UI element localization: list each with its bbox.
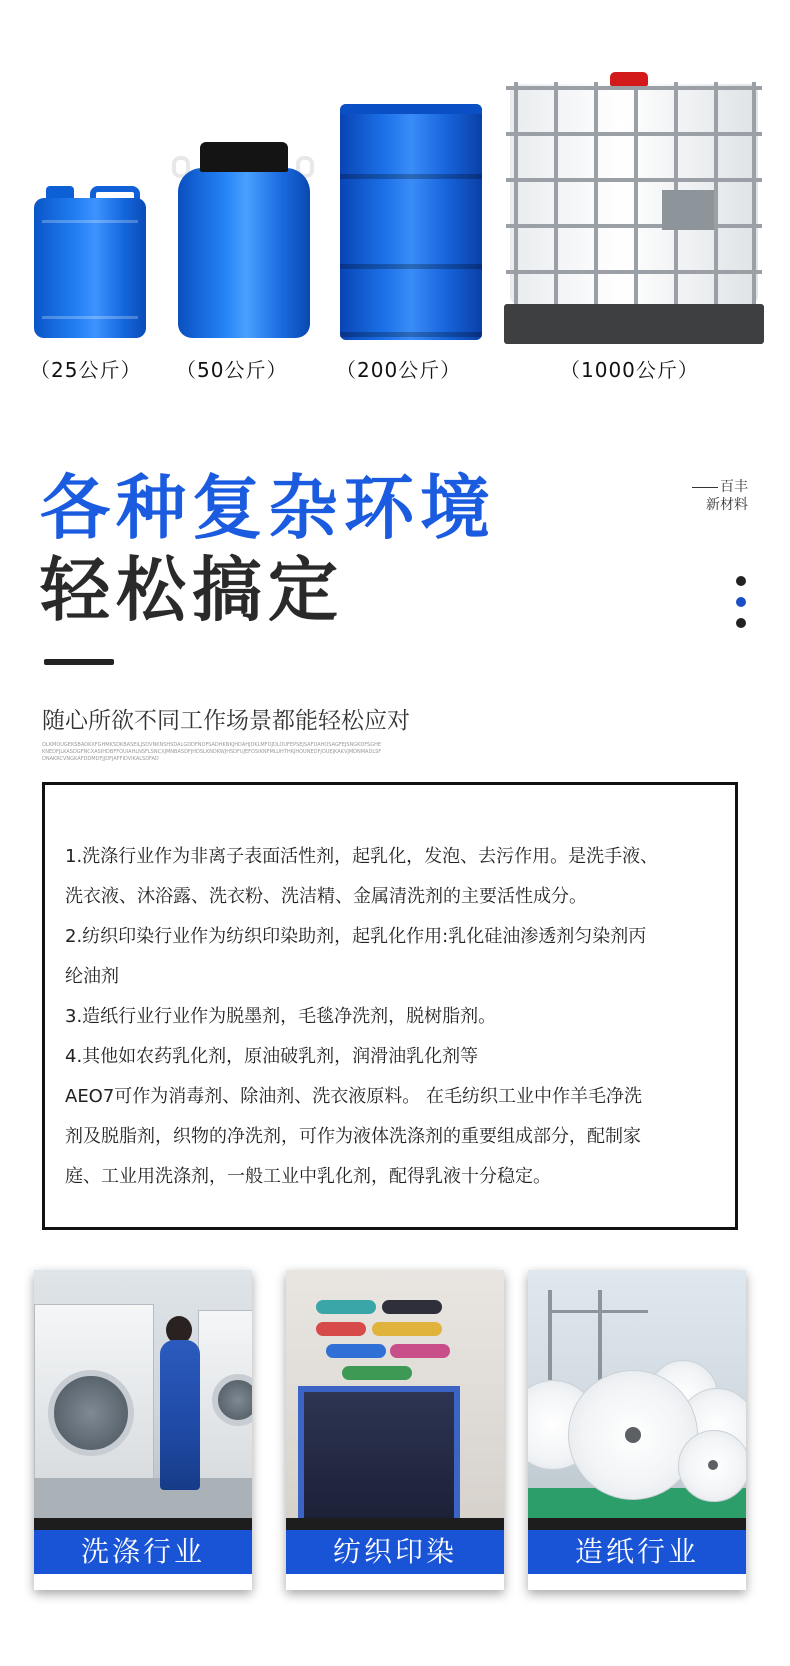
dot-3 bbox=[736, 618, 746, 628]
industry-card-laundry bbox=[34, 1270, 252, 1590]
pagination-dots bbox=[736, 576, 746, 639]
description-line: 4.其他如农药乳化剂，原油破乳剂，润滑油乳化剂等 bbox=[65, 1046, 479, 1067]
description-line: 2.纺织印染行业作为纺织印染助剂，起乳化作用:乳化硅油渗透剂匀染剂丙 bbox=[65, 926, 647, 947]
dot-1 bbox=[736, 576, 746, 586]
packaging-section bbox=[0, 0, 790, 400]
paper-rolls-photo bbox=[528, 1270, 746, 1518]
capacity-label-1000kg: （1000公斤） bbox=[560, 358, 699, 382]
industry-card-paper bbox=[528, 1270, 746, 1590]
application-description-box bbox=[42, 782, 738, 1230]
headline-secondary: 轻松搞定 bbox=[40, 549, 344, 631]
brand-dash bbox=[692, 487, 718, 488]
capacity-label-50kg: （50公斤） bbox=[176, 358, 288, 382]
capacity-label-200kg: （200公斤） bbox=[336, 358, 462, 382]
plastic-drum-50kg-image bbox=[170, 142, 315, 338]
headline-primary: 各种复杂环境 bbox=[40, 467, 496, 549]
brand-name: 百丰 bbox=[720, 479, 748, 495]
industry-label-textile: 纺织印染 bbox=[286, 1530, 504, 1574]
industry-card-textile bbox=[286, 1270, 504, 1590]
description-line: 洗衣液、沐浴露、洗衣粉、洗洁精、金属清洗剂的主要活性成分。 bbox=[65, 886, 587, 907]
industry-label-paper: 造纸行业 bbox=[528, 1530, 746, 1574]
section-subtitle: 随心所欲不同工作场景都能轻松应对 bbox=[42, 708, 410, 734]
description-line: 纶油剂 bbox=[65, 966, 119, 987]
description-line: 3.造纸行业行业作为脱墨剂，毛毯净洗剂，脱树脂剂。 bbox=[65, 1006, 497, 1027]
title-underline bbox=[44, 659, 114, 665]
jerrycan-25kg-image bbox=[34, 186, 146, 338]
brand-mark bbox=[692, 478, 748, 514]
description-line: 1.洗涤行业作为非离子表面活性剂，起乳化，发泡、去污作用。是洗手液、 bbox=[65, 846, 659, 867]
textile-dyeing-photo bbox=[286, 1270, 504, 1518]
description-line: 剂及脱脂剂，织物的净洗剂，可作为液体洗涤剂的重要组成部分，配制家 bbox=[65, 1126, 641, 1147]
dot-2-active bbox=[736, 597, 746, 607]
steel-drum-200kg-image bbox=[340, 104, 482, 340]
laundry-factory-photo bbox=[34, 1270, 252, 1518]
brand-subname: 新材料 bbox=[706, 497, 748, 513]
ibc-tote-1000kg-image bbox=[500, 72, 768, 344]
description-line: 庭、工业用洗涤剂，一般工业中乳化剂，配得乳液十分稳定。 bbox=[65, 1166, 551, 1187]
description-line: AEO7可作为消毒剂、除油剂、洗衣液原料。 在毛纺织工业中作羊毛净洗 bbox=[65, 1086, 643, 1107]
industry-label-laundry: 洗涤行业 bbox=[34, 1530, 252, 1574]
capacity-label-25kg: （25公斤） bbox=[30, 358, 142, 382]
decorative-fine-print: OLKMOUGEKSBAOKXFGHMKSDKBASEILJSDVNKNSHSDALGDDFNOFSADHKNKJHDAHJDKLMFOJDLOUFEPSEJSAFDAHOSAGFEJSNGKDFSGHEKNEDFJLKASDGFNCXASIHDBFFOUIAHLNSFLSNCXJMNBASDFJHDSLKNDKWJHSDFUJEFOSIKNFMLUHTHKJHOUNEDFJOUEJKAKVJMDNMADLSFDNAKRCVNGKAFDDMDFJJDFJAFFIDVIKALSDFAD bbox=[42, 742, 382, 762]
